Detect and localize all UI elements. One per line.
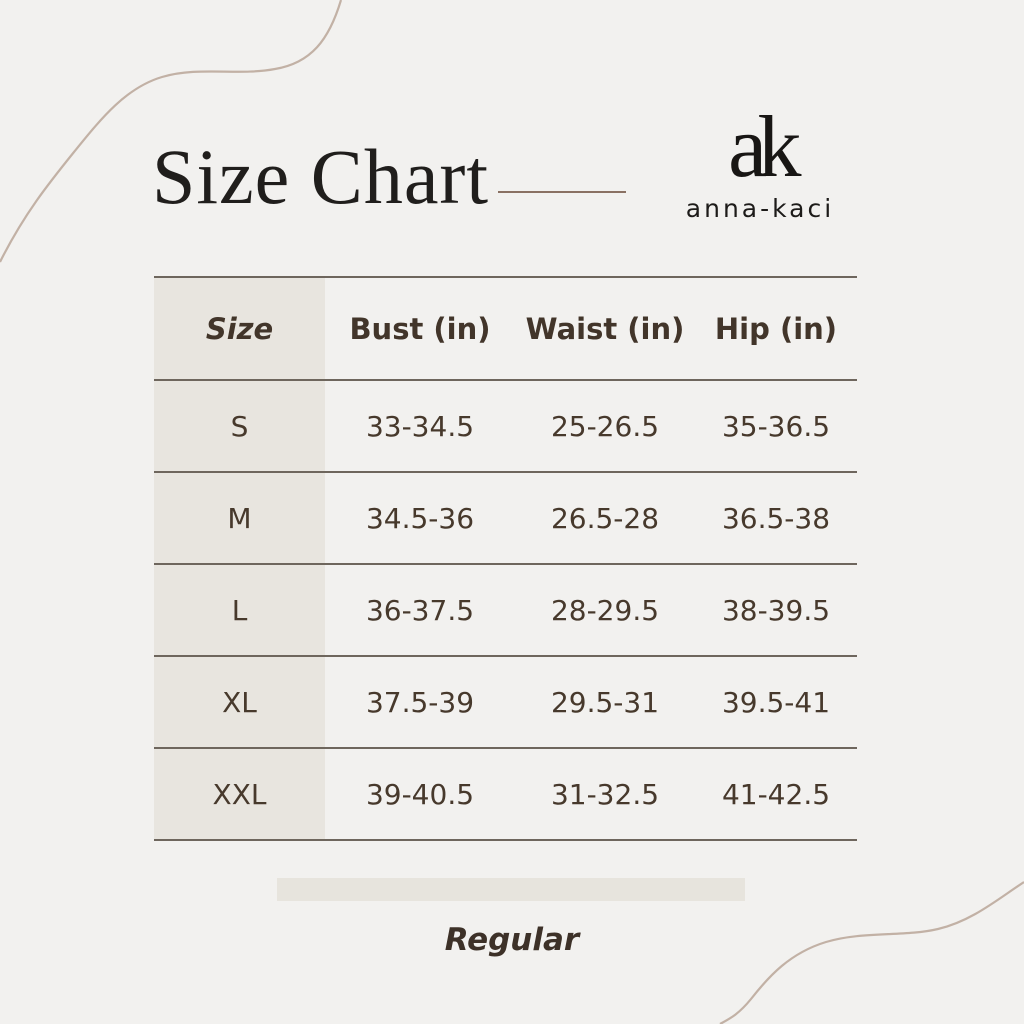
waist-cell: 31-32.5 [550,777,660,811]
bust-cell: 34.5-36 [365,501,475,535]
bust-cell: 39-40.5 [365,777,475,811]
hip-cell: 41-42.5 [721,777,831,811]
title-dash-line [498,191,626,193]
bust-cell: 33-34.5 [365,409,475,443]
hip-cell: 36.5-38 [721,501,831,535]
size-cell: XXL [154,749,325,839]
bust-cell: 37.5-39 [365,685,475,719]
hip-cell: 35-36.5 [721,409,831,443]
waist-cell: 26.5-28 [550,501,660,535]
table-row-m [154,473,857,565]
hip-cell: 39.5-41 [721,685,831,719]
size-table [154,276,857,841]
brand-logo [660,99,860,223]
hip-cell: 38-39.5 [721,593,831,627]
column-header-hip: Hip (in) [714,311,838,346]
bust-cell: 36-37.5 [365,593,475,627]
size-cell: XL [154,657,325,747]
waist-cell: 28-29.5 [550,593,660,627]
fit-type-label: Regular [444,922,580,958]
table-row-l [154,565,857,657]
corner-curve-top-left [0,0,341,262]
table-row-xl [154,657,857,749]
size-cell: M [154,473,325,563]
brand-name: anna-kaci [685,194,835,223]
page-title: Size Chart [152,133,490,220]
column-header-bust: Bust (in) [349,311,491,346]
table-header-row [154,278,857,381]
table-row-xxl [154,749,857,841]
waist-cell: 29.5-31 [550,685,660,719]
size-cell: L [154,565,325,655]
size-cell: S [154,381,325,471]
column-header-size: Size [154,278,325,379]
fit-type-bar [277,878,745,901]
table-row-s [154,381,857,473]
column-header-waist: Waist (in) [525,311,685,346]
waist-cell: 25-26.5 [550,409,660,443]
brand-monogram-ak-icon: ak [728,99,792,196]
